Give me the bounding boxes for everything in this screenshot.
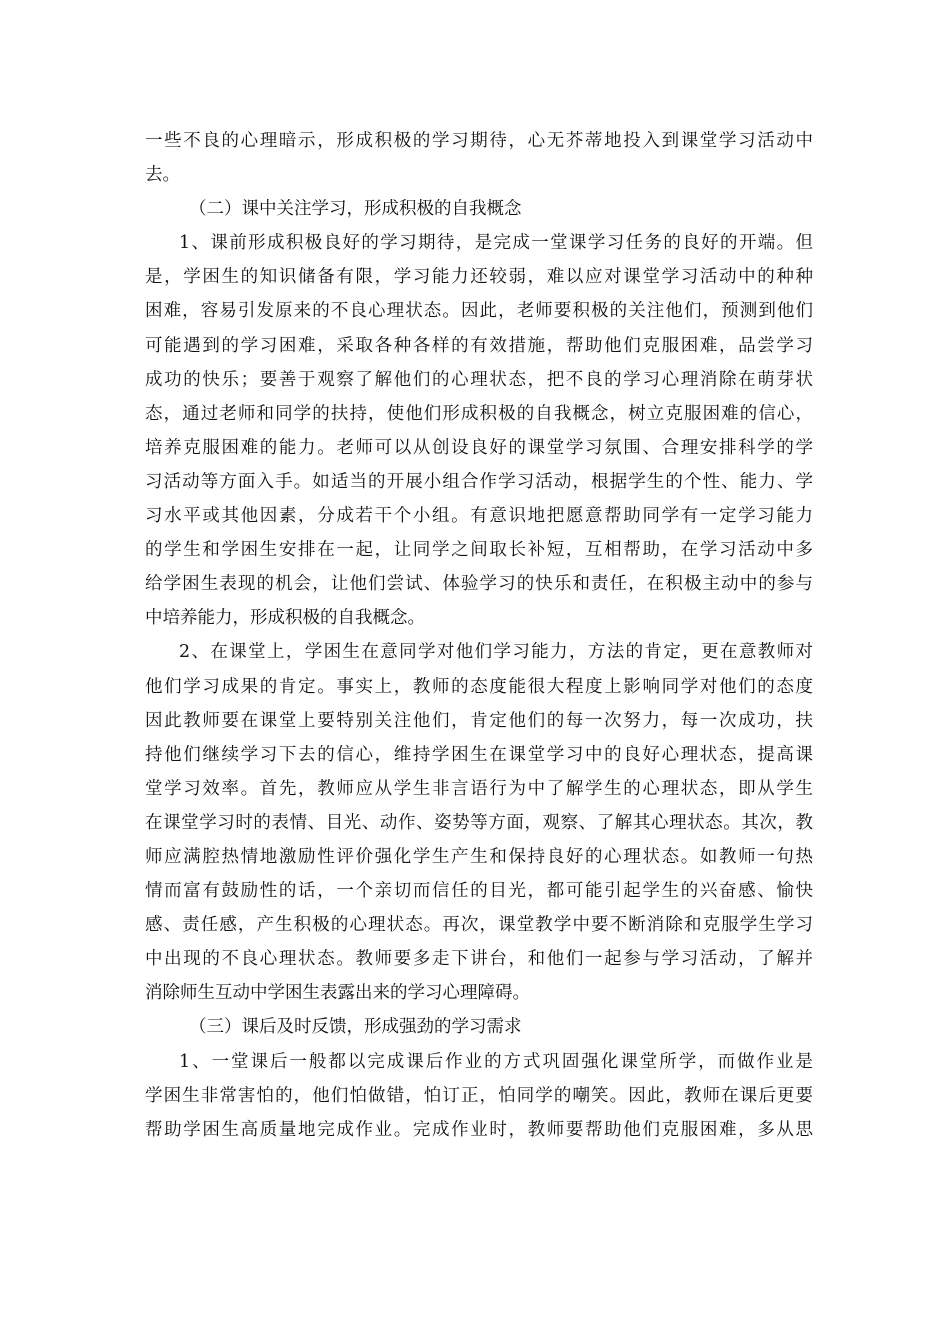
text-line: 帮助学困生高质量地完成作业。完成作业时，教师要帮助他们克服困难，多从思 bbox=[145, 1119, 813, 1140]
text-line: 2、在课堂上，学困生在意同学对他们学习能力，方法的肯定，更在意教师对 bbox=[179, 642, 813, 663]
text-line: 中出现的不良心理状态。教师要多走下讲台，和他们一起参与学习活动，了解并 bbox=[145, 949, 813, 970]
text-line: 态，通过老师和同学的扶持，使他们形成积极的自我概念，树立克服困难的信心， bbox=[145, 403, 813, 424]
text-line: 一些不良的心理暗示，形成积极的学习期待，心无芥蒂地投入到课堂学习活动中 bbox=[145, 131, 813, 151]
text-line: 培养克服困难的能力。老师可以从创设良好的课堂学习氛围、合理安排科学的学 bbox=[145, 437, 813, 458]
text-line: 1、一堂课后一般都以完成课后作业的方式巩固强化课堂所学，而做作业是 bbox=[179, 1051, 813, 1072]
text-line: 学困生非常害怕的，他们怕做错，怕订正，怕同学的嘲笑。因此，教师在课后更要 bbox=[145, 1085, 813, 1106]
text-line: 感、责任感，产生积极的心理状态。再次，课堂教学中要不断消除和克服学生学习 bbox=[145, 915, 813, 936]
text-line: 是，学困生的知识储备有限，学习能力还较弱，难以应对课堂学习活动中的种种 bbox=[145, 267, 813, 288]
text-line: 他们学习成果的肯定。事实上，教师的态度能很大程度上影响同学对他们的态度 bbox=[145, 676, 813, 697]
text-line: 在课堂学习时的表情、目光、动作、姿势等方面，观察、了解其心理状态。其次，教 bbox=[145, 812, 813, 833]
body-text bbox=[145, 124, 813, 1147]
text-line: 1、课前形成积极良好的学习期待，是完成一堂课学习任务的良好的开端。但 bbox=[179, 233, 813, 254]
text-line: 堂学习效率。首先，教师应从学生非言语行为中了解学生的心理状态，即从学生 bbox=[145, 778, 813, 799]
text-line: 情而富有鼓励性的话，一个亲切而信任的目光，都可能引起学生的兴奋感、愉快 bbox=[145, 881, 813, 902]
section-heading: （三）课后及时反馈，形成强劲的学习需求 bbox=[189, 1017, 522, 1038]
text-line: 的学生和学困生安排在一起，让同学之间取长补短，互相帮助，在学习活动中多 bbox=[145, 540, 813, 561]
text-line: 去。 bbox=[145, 165, 180, 186]
text-line: 成功的快乐；要善于观察了解他们的心理状态，把不良的学习心理消除在萌芽状 bbox=[145, 369, 813, 390]
text-line: 师应满腔热情地激励性评价强化学生产生和保持良好的心理状态。如教师一句热 bbox=[145, 846, 813, 867]
text-line: 中培养能力，形成积极的自我概念。 bbox=[145, 608, 425, 629]
section-heading: （二）课中关注学习，形成积极的自我概念 bbox=[189, 199, 522, 220]
text-line: 因此教师要在课堂上要特别关注他们，肯定他们的每一次努力，每一次成功，扶 bbox=[145, 710, 813, 731]
text-line: 困难，容易引发原来的不良心理状态。因此，老师要积极的关注他们，预测到他们 bbox=[145, 301, 813, 322]
text-line: 习水平或其他因素，分成若干个小组。有意识地把愿意帮助同学有一定学习能力 bbox=[145, 506, 813, 527]
text-line: 习活动等方面入手。如适当的开展小组合作学习活动，根据学生的个性、能力、学 bbox=[145, 471, 813, 492]
text-line: 给学困生表现的机会，让他们尝试、体验学习的快乐和责任，在积极主动中的参与 bbox=[145, 574, 813, 595]
text-line: 消除师生互动中学困生表露出来的学习心理障碍。 bbox=[145, 983, 530, 1004]
text-line: 可能遇到的学习困难，采取各种各样的有效措施，帮助他们克服困难，品尝学习 bbox=[145, 335, 813, 356]
text-line: 持他们继续学习下去的信心，维持学困生在课堂学习中的良好心理状态，提高课 bbox=[145, 744, 813, 765]
